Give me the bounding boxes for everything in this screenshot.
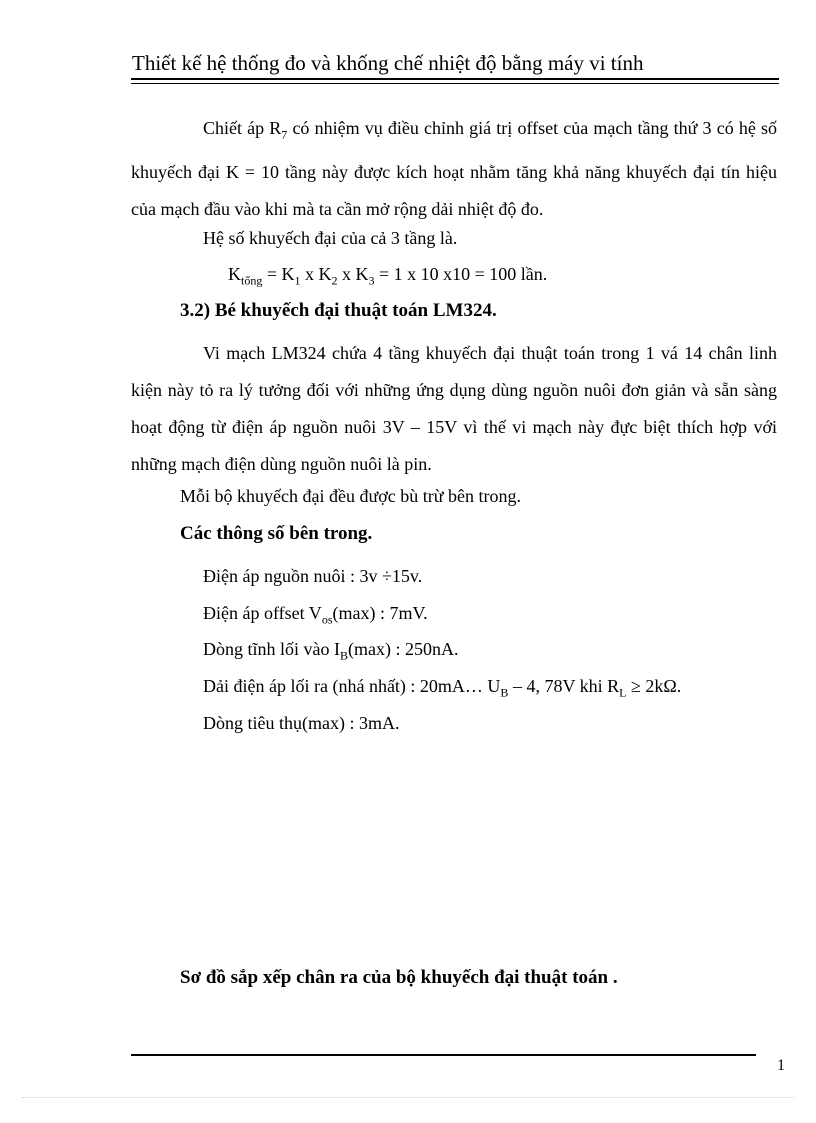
param-output-range: Dải điện áp lối ra (nhá nhất) : 20mA… $U_B - 4$, 78V khi $R_L \ge 2k\Omega$. bbox=[203, 676, 682, 700]
section-heading-lm324: 3.2) Bé khuyếch đại thuật toán LM324. bbox=[180, 300, 497, 321]
page-number: 1 bbox=[777, 1057, 785, 1074]
param-supply: Điện áp nguồn nuôi : 3v ÷15v. bbox=[203, 566, 423, 586]
paragraph-compensation: Mỗi bộ khuyếch đại đều được bù trừ bên trong. bbox=[180, 486, 521, 506]
params-heading: Các thông số bên trong. bbox=[180, 523, 373, 544]
paragraph-potentiometer: Chiết áp $R_7$ có nhiệm vụ điều chỉnh giá trị offset của mạch tầng thứ 3 có hệ số khuyếch đại K = 10 tầng này được kích hoạt nhằm tăng khả năng khuyếch đại tín hiệu của mạch đầu vào khi mà ta cần mở rộng dải nhiệt độ đo. bbox=[131, 118, 777, 219]
header-rule-thin bbox=[131, 83, 779, 84]
diagram-heading: Sơ đồ sắp xếp chân ra của bộ khuyếch đại thuật toán . bbox=[180, 967, 618, 988]
gain-formula: $K_{tổng} = K_1$ x $K_2$ x $K_3 = 1$ x 10 x10 = 100 lần. bbox=[228, 264, 548, 288]
footer-rule bbox=[131, 1054, 756, 1056]
paragraph-lm324: Vi mạch LM324 chứa 4 tầng khuyếch đại thuật toán trong 1 vá 14 chân linh kiện này tỏ ra lý tưởng đối với những ứng dụng dùng nguồn nuôi đơn giản và sẵn sàng hoạt động từ điện áp nguồn nuôi 3V – 15V vì thế vi mạch này đực biệt thích hợp với những mạch điện dùng nguồn nuôi là pin. bbox=[131, 343, 777, 474]
param-input-current: Dòng tĩnh lối vào $I_B(\max)$ : 250nA. bbox=[203, 639, 459, 663]
gain-intro: Hệ số khuyếch đại của cả 3 tầng là. bbox=[203, 228, 458, 248]
param-offset: Điện áp offset $V_{os}(\max)$ : 7mV. bbox=[203, 603, 428, 627]
header-rule-thick bbox=[131, 78, 779, 80]
page-header-title: Thiết kế hệ thống đo và khống chế nhiệt độ bằng máy vi tính bbox=[132, 51, 644, 75]
param-supply-current: Dòng tiêu thụ(max) : 3mA. bbox=[203, 713, 400, 733]
page-bottom-dotted-line bbox=[22, 1097, 794, 1098]
